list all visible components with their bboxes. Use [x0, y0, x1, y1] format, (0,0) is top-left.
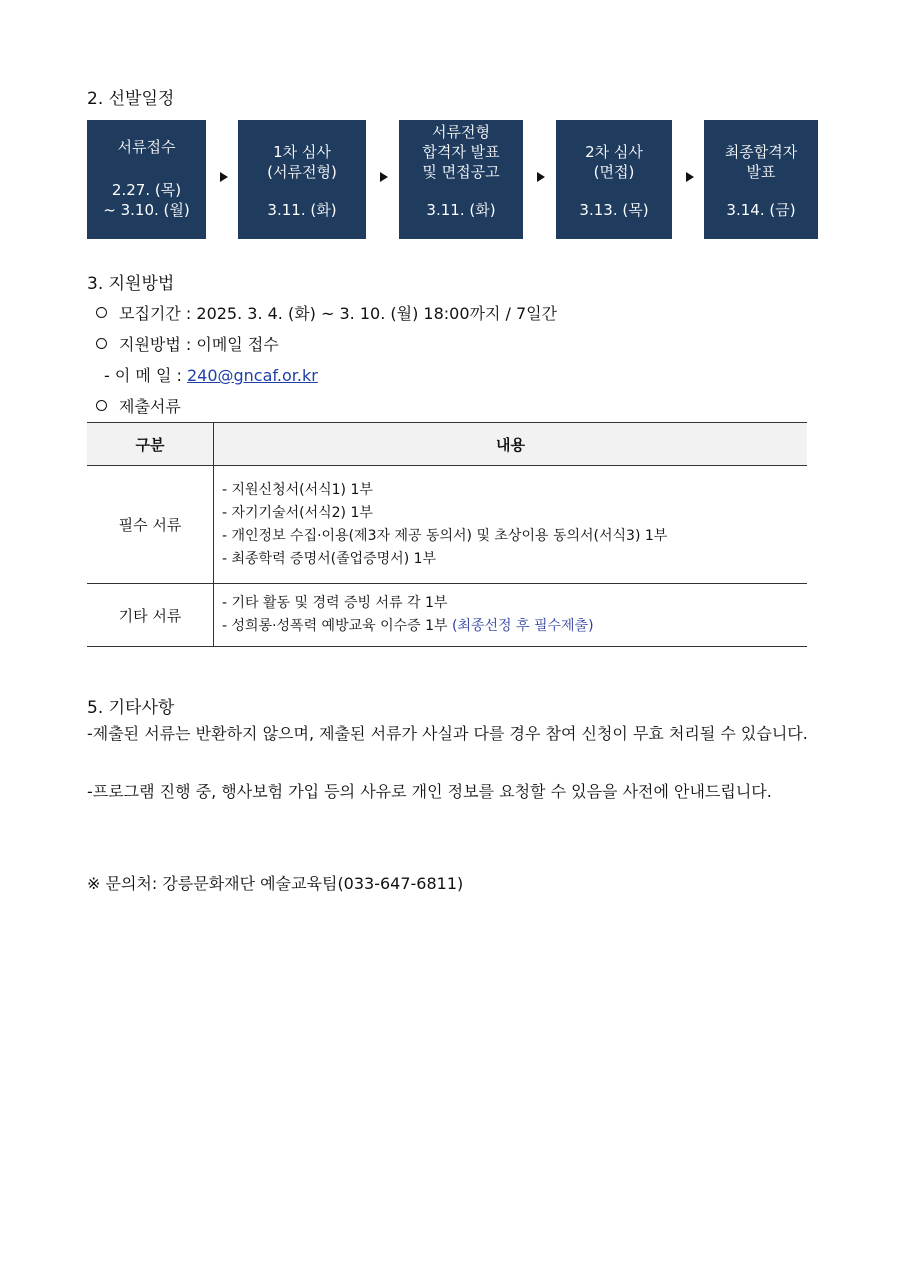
step-4-date: 3.13. (목) [579, 201, 649, 219]
step-box-5 [704, 120, 818, 239]
step-5-date: 3.14. (금) [726, 201, 796, 219]
arrow-icon [686, 172, 694, 182]
arrow-icon [537, 172, 545, 182]
list-item: - 기타 활동 및 경력 증빙 서류 각 1부 [222, 595, 448, 611]
arrow-icon [220, 172, 228, 182]
step-3-title: 서류전형 합격자 발표 및 면접공고 [422, 123, 500, 181]
section3-title: 3. 지원방법 [87, 274, 175, 294]
step-box-3 [399, 120, 523, 239]
header-content: 내용 [214, 423, 808, 466]
list-item: - 지원신청서(서식1) 1부 [222, 481, 373, 498]
row-items [214, 466, 808, 584]
note-text: (최종선정 후 필수제출) [452, 618, 594, 634]
step-1-date: 2.27. (목) ~ 3.10. (월) [103, 181, 190, 219]
step-box-4 [556, 120, 672, 239]
period-text: 모집기간 : 2025. 3. 4. (화) ~ 3. 10. (월) 18:00까지 / 7일간 [119, 304, 558, 323]
step-box-1 [87, 120, 206, 239]
email-line [104, 363, 318, 386]
email-link[interactable]: 240@gncaf.or.kr [186, 366, 318, 385]
circle-bullet-icon [96, 307, 107, 318]
step-2-date: 3.11. (화) [267, 201, 337, 219]
method-text: 지원방법 : 이메일 접수 [119, 335, 279, 354]
step-box-2 [238, 120, 366, 239]
step-4-title: 2차 심사 (면접) [585, 143, 643, 181]
arrow-icon [380, 172, 388, 182]
contact-text: ※ 문의처: 강릉문화재단 예술교육팀(033-647-6811) [87, 874, 464, 893]
notice-paragraph-2: -프로그램 진행 중, 행사보험 가입 등의 사유로 개인 정보를 요청할 수 있음을 사전에 안내드립니다. [87, 782, 772, 801]
section2-title: 2. 선발일정 [87, 89, 175, 109]
notice-paragraph-1: -제출된 서류는 반환하지 않으며, 제출된 서류가 사실과 다를 경우 참여 신청이 무효 처리될 수 있습니다. [87, 724, 808, 743]
list-item: - 성희롱·성폭력 예방교육 이수증 1부 (최종선정 후 필수제출) [222, 618, 594, 634]
docs-line [96, 394, 181, 417]
header-category: 구분 [87, 423, 214, 466]
section5-title: 5. 기타사항 [87, 698, 175, 718]
circle-bullet-icon [96, 338, 107, 349]
period-line [96, 301, 557, 324]
list-item: - 자기기술서(서식2) 1부 [222, 504, 373, 521]
row-category: 필수 서류 [87, 466, 214, 584]
docs-title: 제출서류 [119, 397, 181, 416]
method-line [96, 332, 279, 355]
table-row [87, 466, 807, 584]
list-item: - 개인정보 수집·이용(제3자 제공 동의서) 및 초상이용 동의서(서식3) 1부 [222, 527, 668, 544]
table-row [87, 584, 807, 647]
step-3-date: 3.11. (화) [426, 201, 496, 219]
step-2-title: 1차 심사 (서류전형) [267, 143, 337, 181]
step-1-title: 서류접수 [117, 138, 176, 156]
email-label: - 이 메 일 : [104, 366, 187, 385]
row-items [214, 584, 808, 647]
list-item: - 최종학력 증명서(졸업증명서) 1부 [222, 550, 437, 567]
table-header-row [87, 423, 807, 466]
documents-table [87, 422, 807, 647]
row-category: 기타 서류 [87, 584, 214, 647]
step-5-title: 최종합격자 발표 [724, 143, 798, 181]
circle-bullet-icon [96, 400, 107, 411]
